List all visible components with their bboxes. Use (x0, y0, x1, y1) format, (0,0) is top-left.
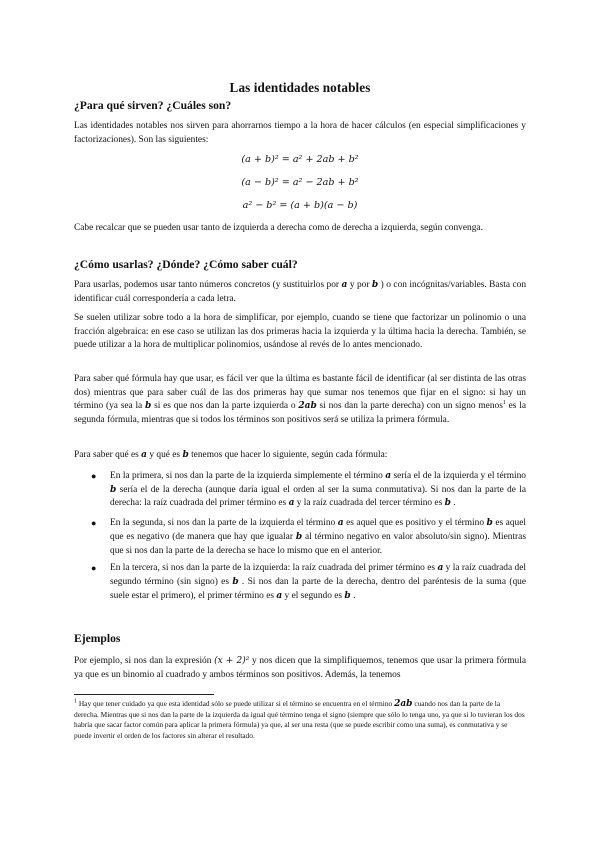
text-fragment: cuando nos dan la parte de la derecha. Mientras que si nos dan la parte de la izquierda da igual qué término tenga el signo (siempre que sólo lo tenga uno, ya que si lo tuvieran los dos habría que sacar factor común para aplicar la primera fórmula) ya que, al ser una resta (que se puede escribir como una suma), es conmutativa y se puede invertir el orden de los factores sin alterar el resultado. (74, 699, 525, 740)
page-title: Las identidades notables (229, 80, 371, 95)
paragraph-usage (74, 279, 526, 306)
math-variable-a: a (141, 450, 148, 460)
list-item (74, 470, 526, 511)
math-variable-b: b (182, 450, 189, 460)
text-fragment: si nos dan la parte derecha) con un signo menos (316, 401, 503, 412)
text-fragment: y la raíz cuadrada del tercer término es (294, 498, 445, 509)
text-fragment: En la primera, si nos dan la parte de la izquierda simplemente el término (110, 471, 386, 481)
text-fragment: sería el de la derecha (aunque daría igual el orden al ser la suma conmutativa). Si nos dan la parte de la derecha: la raíz cuadrada del primer término es (110, 484, 526, 509)
formula-square-of-sum: (a + b)² = a² + 2ab + b² (241, 154, 359, 165)
text-fragment: es aquel que es positivo y el término (343, 518, 487, 529)
text-fragment: En la segunda, si nos dan la parte de la izquierda el término (110, 518, 338, 529)
section-heading-purpose: ¿Para qué sirven? ¿Cuáles son? (74, 99, 232, 112)
rules-list (74, 470, 526, 603)
math-term-2ab: 2ab (298, 401, 317, 412)
math-variable: a (385, 471, 392, 481)
bullet-icon: ● (91, 471, 97, 481)
text-fragment: si es que nos dan la parte izquierda o (151, 401, 299, 412)
footnote-reference[interactable]: 1 (502, 400, 506, 407)
text-fragment: y el segundo es (282, 590, 345, 601)
footnote-divider (74, 694, 214, 695)
list-item (74, 517, 526, 558)
bullet-icon: ● (91, 518, 97, 529)
math-variable-b: b (371, 280, 379, 290)
math-variable: b (295, 531, 303, 542)
section-heading-usage: ¿Cómo usarlas? ¿Dónde? ¿Cómo saber cuál? (74, 258, 298, 271)
text-fragment: Para saber qué fórmula hay que usar, es fácil ver que la última es bastante fácil de identificar (al ser distinta de las otras dos) mientras que para saber cuál de las dos primeras hay que sumar nos tenemos que fijar en el signo: si hay un término (ya sea la (74, 374, 526, 412)
text-fragment: . Si nos dan la parte de la derecha, dentro del paréntesis de la suma (que suele estar el primero), el primer término es (110, 576, 526, 601)
text-fragment: y la raíz cuadrada del segundo término (sin signo) es (110, 563, 526, 587)
footnote-mark: 1 (74, 698, 77, 705)
math-expression: (x + 2)² (214, 656, 250, 666)
text-fragment: es aquel que es negativo (de manera que hay que igualar (110, 518, 526, 542)
text-fragment: Hay que tener cuidado ya que esta identidad sólo se puede utilizar si el término se encuentra en el término (77, 699, 395, 708)
math-variable-a: a (341, 280, 348, 290)
paragraph-intro: Las identidades notables nos sirven para ahorrarnos tiempo a la hora de hacer cálculos (en especial simplificaciones y factorizaciones). Son las siguientes: (74, 121, 526, 145)
text-fragment: es la segunda fórmula, mientras que si todos los términos son positivos será se utiliza la primera fórmula. (74, 401, 526, 426)
text-fragment: y por (347, 280, 372, 290)
text-fragment: sería el de la izquierda y el término (391, 471, 526, 481)
text-fragment: . (350, 590, 356, 601)
formula-square-of-difference: (a − b)² = a² − 2ab + b² (241, 177, 359, 188)
text-fragment: . (450, 498, 456, 509)
text-fragment: y nos dicen que la simplifiquemos, tenemos que usar la primera fórmula ya que es un binomio al cuadrado y ambos términos son positivos. Además, la tenemos (74, 656, 527, 680)
math-term-2ab: 2ab (394, 699, 413, 709)
math-variable: a (437, 563, 444, 574)
text-fragment: En la tercera, si nos dan la parte de la izquierda: la raíz cuadrada del primer término es (110, 563, 438, 574)
paragraph-which-formula (74, 373, 526, 428)
paragraph-example (74, 655, 526, 682)
math-variable: b (444, 498, 451, 509)
formula-difference-of-squares: a² − b² = (a + b)(a − b) (242, 200, 358, 211)
paragraph-simplify: Se suelen utilizar sobre todo a la hora de simplificar, por ejemplo, cuando se tiene que factorizar un polinomio o una fracción algebraica: en ese caso se utilizan las dos primeras hacia la izquierda y la última hacia la derecha. También, se puede utilizar a la hora de multiplicar polinomios, usándose al revés de lo antes mencionado. (74, 313, 526, 351)
paragraph-direction-note: Cabe recalcar que se pueden usar tanto de izquierda a derecha como de derecha a izquierda, según convenga. (74, 223, 483, 233)
math-variable: b (110, 484, 117, 495)
math-variable: b (344, 590, 351, 601)
list-item (74, 562, 526, 603)
text-fragment: tenemos que hacer lo siguiente, según cada fórmula: (188, 450, 388, 460)
paragraph-identify-terms (74, 449, 526, 463)
math-variable: a (276, 590, 283, 601)
text-fragment: ) o con incógnitas/variables. Basta con identificar cuál correspondería a cada letra. (74, 280, 527, 304)
text-fragment: al término negativo en valor absoluto/sin signo). Mientras que si nos dan la parte de la derecha se hace lo mismo que en el anterior. (110, 531, 526, 556)
section-heading-examples: Ejemplos (74, 632, 121, 645)
math-variable-b: b (145, 401, 152, 412)
bullet-icon: ● (91, 563, 97, 574)
text-fragment: Por ejemplo, si nos dan la expresión (74, 656, 215, 666)
text-fragment: Para saber qué es (74, 450, 142, 460)
text-fragment: Para usarlas, podemos usar tanto números concretos (y sustituirlos por (74, 280, 342, 290)
math-variable: b (486, 518, 493, 529)
math-variable: a (288, 498, 295, 509)
text-fragment: y qué es (147, 450, 183, 460)
math-variable: b (232, 576, 239, 587)
math-variable: a (337, 518, 344, 529)
footnote (74, 699, 526, 741)
